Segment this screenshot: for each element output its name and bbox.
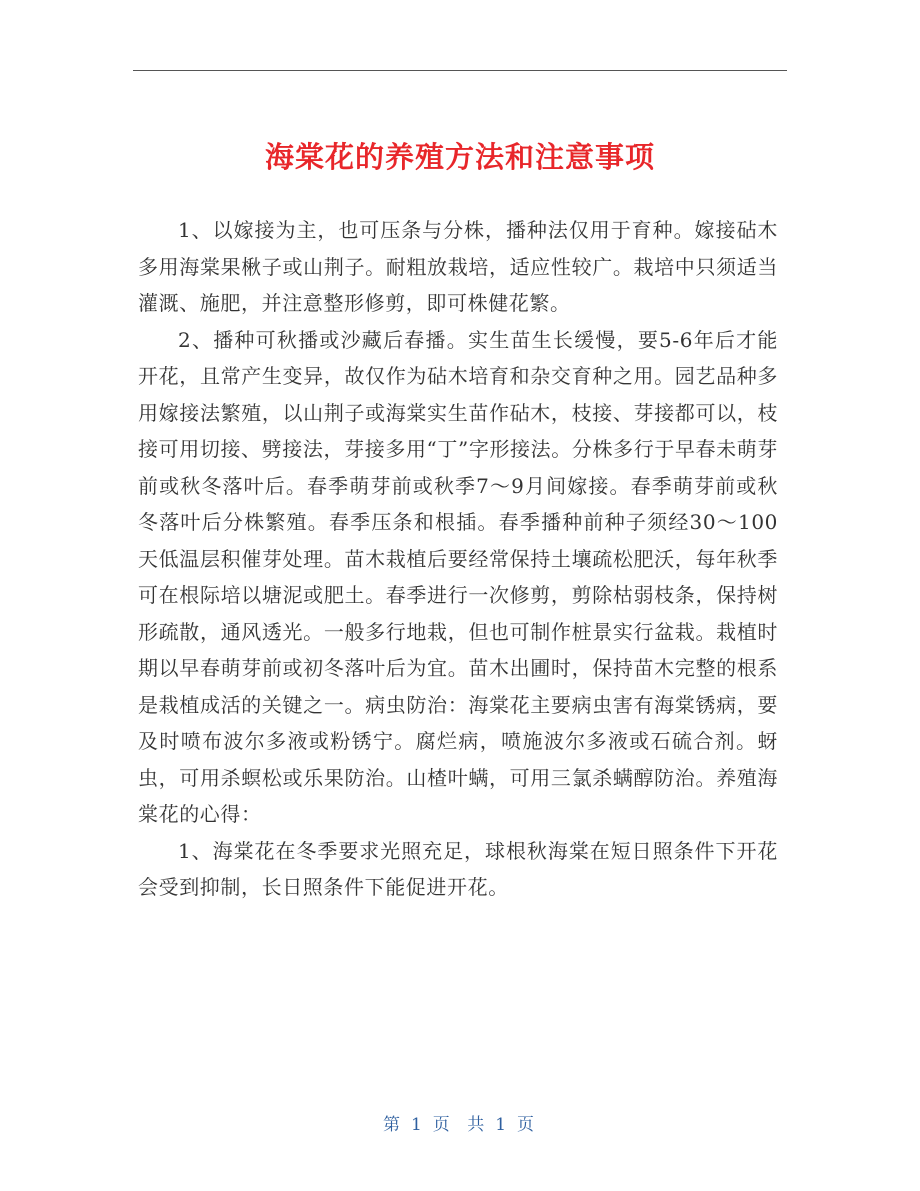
total-pages-number: 1 [495,1115,510,1135]
page-label-mid: 页 共 [432,1115,488,1135]
current-page-number: 1 [410,1115,425,1135]
header-rule [133,70,787,71]
document-title: 海棠花的养殖方法和注意事项 [264,140,655,175]
page-footer [0,1112,920,1138]
page-label-suffix: 页 [517,1115,538,1135]
paragraph-propagation: 2、播种可秋播或沙藏后春播。实生苗生长缓慢，要5-6年后才能开花，且常产生变异，故仅作为砧木培育和杂交育种之用。园艺品种多用嫁接法繁殖，以山荆子或海棠实生苗作砧木，枝接、芽接都可以，枝接可用切接、劈接法，芽接多用“丁”字形接法。分株多行于早春未萌芽前或秋冬落叶后。春季萌芽前或秋季7～9月间嫁接。春季萌芽前或秋冬落叶后分株繁殖。春季压条和根插。春季播种前种子须经30～100天低温层积催芽处理。苗木栽植后要经常保持土壤疏松肥沃，每年秋季可在根际培以塘泥或肥土。春季进行一次修剪，剪除枯弱枝条，保持树形疏散，通风透光。一般多行地栽，但也可制作桩景实行盆栽。栽植时期以早春萌芽前或初冬落叶后为宜。苗木出圃时，保持苗木完整的根系是栽植成活的关键之一。病虫防治：海棠花主要病虫害有海棠锈病，要及时喷布波尔多液或粉锈宁。腐烂病，喷施波尔多液或石硫合剂。蚜虫，可用杀螟松或乐果防治。山楂叶螨，可用三氯杀螨醇防治。养殖海棠花的心得： [138,327,778,826]
page-label-prefix: 第 [382,1115,403,1135]
paragraph-light: 1、海棠花在冬季要求光照充足，球根秋海棠在短日照条件下开花会受到抑制，长日照条件下能促进开花。 [138,838,778,899]
document-body [138,212,778,906]
paragraph-grafting: 1、以嫁接为主，也可压条与分株，播种法仅用于育种。嫁接砧木多用海棠果楸子或山荆子。耐粗放栽培，适应性较广。栽培中只须适当灌溉、施肥，并注意整形修剪，即可株健花繁。 [138,218,778,315]
